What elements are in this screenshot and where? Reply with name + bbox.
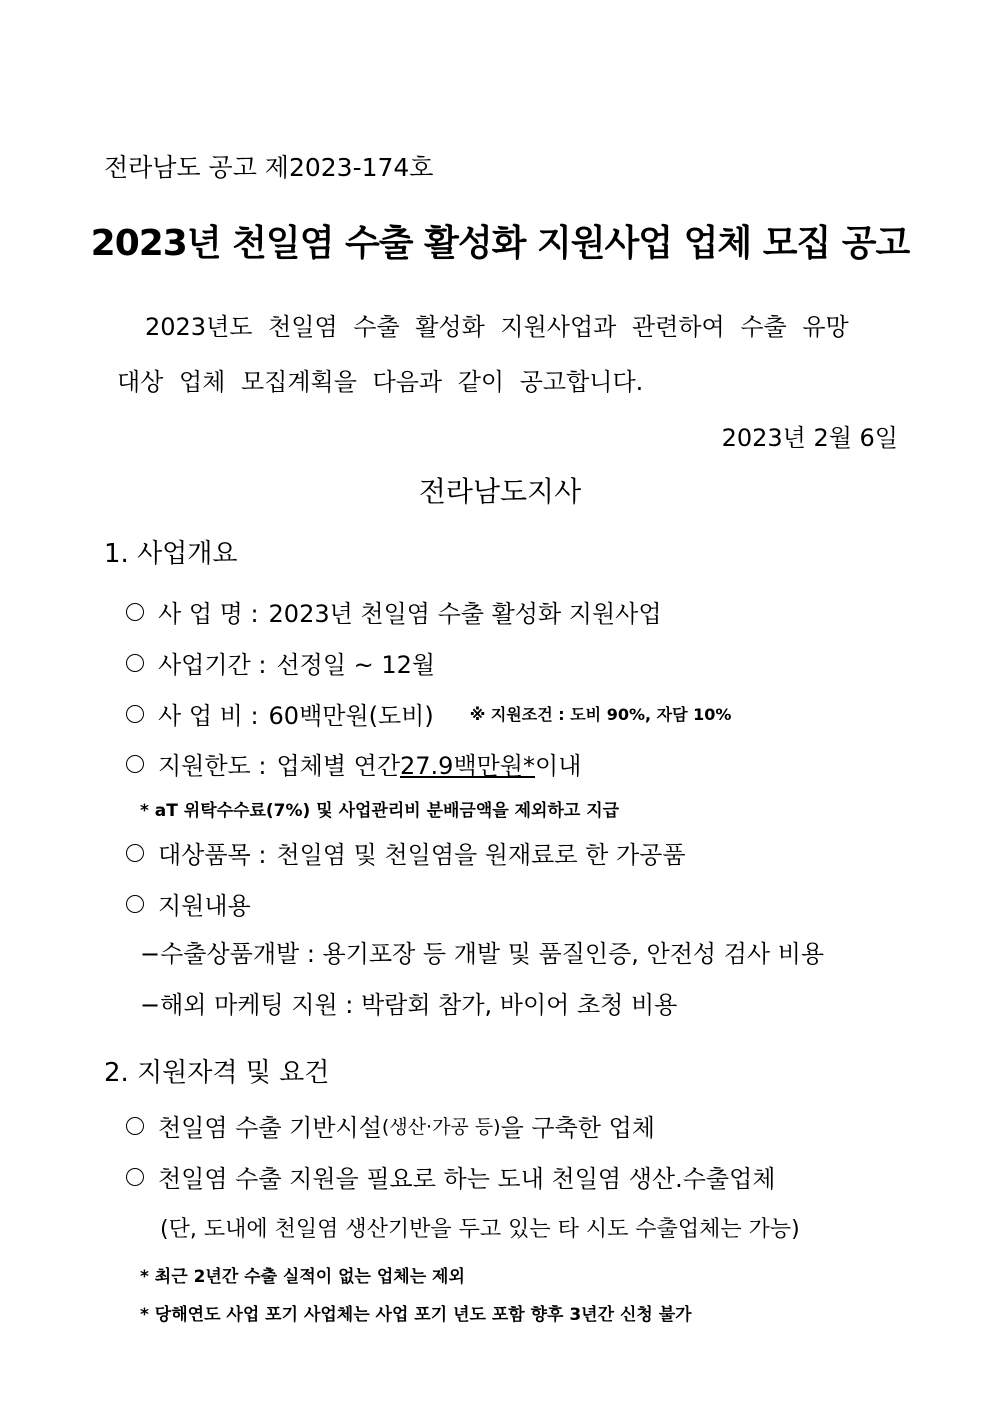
parenthetical-note: (단, 도내에 천일염 생산기반을 두고 있는 타 시도 수출업체는 가능) <box>160 1217 800 1242</box>
item-value-underlined: 27.9백만원* <box>400 752 536 780</box>
section-1-heading: 1. 사업개요 <box>104 539 238 569</box>
sub-item: −수출상품개발 : 용기포장 등 개발 및 품질인증, 안전성 검사 비용 <box>140 940 825 968</box>
item-value: 천일염 및 천일염을 원재료로 한 가공품 <box>276 841 686 869</box>
item-label: 사 업 명 : <box>158 600 259 628</box>
list-item <box>126 645 435 680</box>
circle-bullet-icon <box>126 755 144 773</box>
footnote: * 당해연도 사업 포기 사업체는 사업 포기 년도 포함 향후 3년간 신청 불가 <box>140 1305 692 1325</box>
item-value-suffix: 이내 <box>535 752 582 780</box>
item-value-prefix: 업체별 연간 <box>276 752 401 780</box>
list-item <box>126 696 731 731</box>
circle-bullet-icon <box>126 603 144 621</box>
list-item <box>126 835 686 870</box>
issuer: 전라남도지사 <box>418 475 582 508</box>
section-2-heading: 2. 지원자격 및 요건 <box>104 1058 330 1088</box>
item-text-small: (생산·가공 등) <box>381 1116 501 1138</box>
item-value: 선정일 ~ 12월 <box>276 651 436 679</box>
item-text-suffix: 을 구축한 업체 <box>500 1114 655 1142</box>
item-label: 지원내용 <box>158 892 251 920</box>
list-item <box>126 886 261 921</box>
footnote: * aT 위탁수수료(7%) 및 사업관리비 분배금액을 제외하고 지급 <box>140 801 620 821</box>
item-text-prefix: 천일염 수출 기반시설 <box>158 1114 382 1142</box>
item-label: 사업기간 : <box>158 651 267 679</box>
circle-bullet-icon <box>126 654 144 672</box>
list-item <box>126 1159 775 1194</box>
list-item <box>126 1108 655 1143</box>
circle-bullet-icon <box>126 844 144 862</box>
item-value: 2023년 천일염 수출 활성화 지원사업 <box>268 600 662 628</box>
list-item <box>126 594 662 629</box>
notice-number: 전라남도 공고 제2023-174호 <box>104 153 434 182</box>
list-item <box>126 746 581 781</box>
item-text: 천일염 수출 지원을 필요로 하는 도내 천일염 생산.수출업체 <box>158 1165 776 1193</box>
circle-bullet-icon <box>126 1168 144 1186</box>
circle-bullet-icon <box>126 1117 144 1135</box>
item-label: 대상품목 : <box>158 841 267 869</box>
item-label: 지원한도 : <box>158 752 267 780</box>
circle-bullet-icon <box>126 895 144 913</box>
support-condition-note: ※ 지원조건 : 도비 90%, 자담 10% <box>469 705 732 724</box>
item-label: 사 업 비 : <box>158 702 259 730</box>
circle-bullet-icon <box>126 705 144 723</box>
item-value: 60백만원(도비) <box>268 702 434 730</box>
footnote: * 최근 2년간 수출 실적이 없는 업체는 제외 <box>140 1267 465 1287</box>
intro-line-2: 대상 업체 모집계획을 다음과 같이 공고합니다. <box>117 368 644 396</box>
intro-line-1: 2023년도 천일염 수출 활성화 지원사업과 관련하여 수출 유망 <box>145 313 849 341</box>
sub-item: −해외 마케팅 지원 : 박람회 참가, 바이어 초청 비용 <box>140 991 678 1019</box>
page-title: 2023년 천일염 수출 활성화 지원사업 업체 모집 공고 <box>90 223 910 264</box>
notice-date: 2023년 2월 6일 <box>721 424 898 452</box>
